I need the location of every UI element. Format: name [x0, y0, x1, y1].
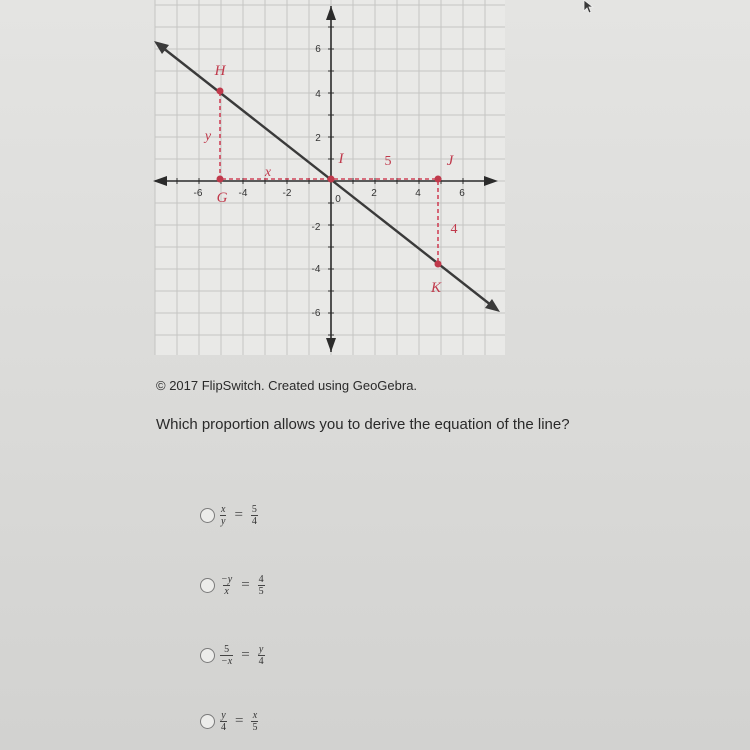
point-label-i: I: [338, 151, 344, 167]
segment-label-y: y: [204, 129, 212, 144]
question-text: Which proportion allows you to derive the equation of the line?: [156, 416, 570, 433]
y-tick-label: 6: [315, 44, 321, 55]
fraction-denominator: −x: [221, 655, 233, 667]
point-label-k: K: [430, 280, 442, 296]
right-fraction: [251, 710, 258, 733]
left-fraction: [220, 504, 226, 527]
radio-button[interactable]: [200, 648, 215, 663]
fraction-denominator: 5: [258, 585, 264, 597]
x-tick-label: -4: [238, 188, 248, 199]
choice-option-1[interactable]: [200, 495, 258, 535]
point-g: [217, 176, 224, 183]
segment-label-five: 5: [384, 154, 392, 169]
point-label-g: G: [216, 190, 228, 206]
fraction-denominator: 4: [251, 515, 257, 527]
fraction-numerator: −y: [221, 573, 233, 585]
radio-button[interactable]: [200, 714, 215, 729]
fraction-numerator: y: [221, 709, 226, 721]
fraction-denominator: 4: [258, 655, 264, 667]
y-tick-label: -6: [311, 308, 321, 319]
equals-sign: =: [235, 712, 244, 729]
x-tick-label: -2: [282, 188, 292, 199]
fraction-denominator: 4: [221, 721, 226, 733]
fraction-numerator: 5: [224, 643, 230, 655]
fraction-numerator: x: [221, 503, 226, 515]
fraction-denominator: x: [224, 585, 229, 597]
x-tick-label: 6: [459, 188, 465, 199]
right-fraction: [258, 644, 265, 667]
x-tick-label: 4: [415, 188, 421, 199]
segment-label-four: 4: [450, 222, 458, 237]
mouse-cursor-icon: [583, 0, 595, 14]
x-tick-label: 2: [371, 188, 377, 199]
coordinate-graph: [150, 0, 510, 365]
fraction-numerator: x: [252, 709, 258, 721]
right-fraction: [258, 574, 265, 597]
left-fraction: [220, 644, 233, 667]
fraction-numerator: 5: [251, 503, 257, 515]
left-fraction: [220, 710, 227, 733]
radio-button[interactable]: [200, 578, 215, 593]
equals-sign: =: [241, 576, 250, 593]
equals-sign: =: [234, 506, 243, 523]
choice-option-4[interactable]: [200, 701, 258, 741]
point-i: [328, 176, 335, 183]
point-h: [217, 88, 224, 95]
point-label-h: H: [214, 63, 226, 79]
y-tick-label: -4: [311, 264, 321, 275]
x-tick-label: -6: [193, 188, 203, 199]
segment-label-x: x: [264, 165, 272, 180]
fraction-denominator: 5: [252, 721, 258, 733]
equals-sign: =: [241, 646, 250, 663]
y-tick-label: 4: [315, 89, 321, 100]
point-label-j: J: [446, 153, 454, 169]
choice-option-2[interactable]: [200, 565, 265, 605]
y-tick-label: 2: [315, 133, 321, 144]
point-j: [435, 176, 442, 183]
fraction-denominator: y: [221, 515, 226, 527]
radio-button[interactable]: [200, 508, 215, 523]
y-tick-label: -2: [311, 222, 321, 233]
fraction-numerator: 4: [258, 573, 264, 585]
choice-option-3[interactable]: [200, 635, 265, 675]
point-k: [435, 261, 442, 268]
left-fraction: [220, 574, 233, 597]
origin-label: 0: [335, 194, 341, 205]
right-fraction: [251, 504, 258, 527]
fraction-numerator: y: [258, 643, 264, 655]
copyright-text: © 2017 FlipSwitch. Created using GeoGebra.: [156, 378, 418, 393]
